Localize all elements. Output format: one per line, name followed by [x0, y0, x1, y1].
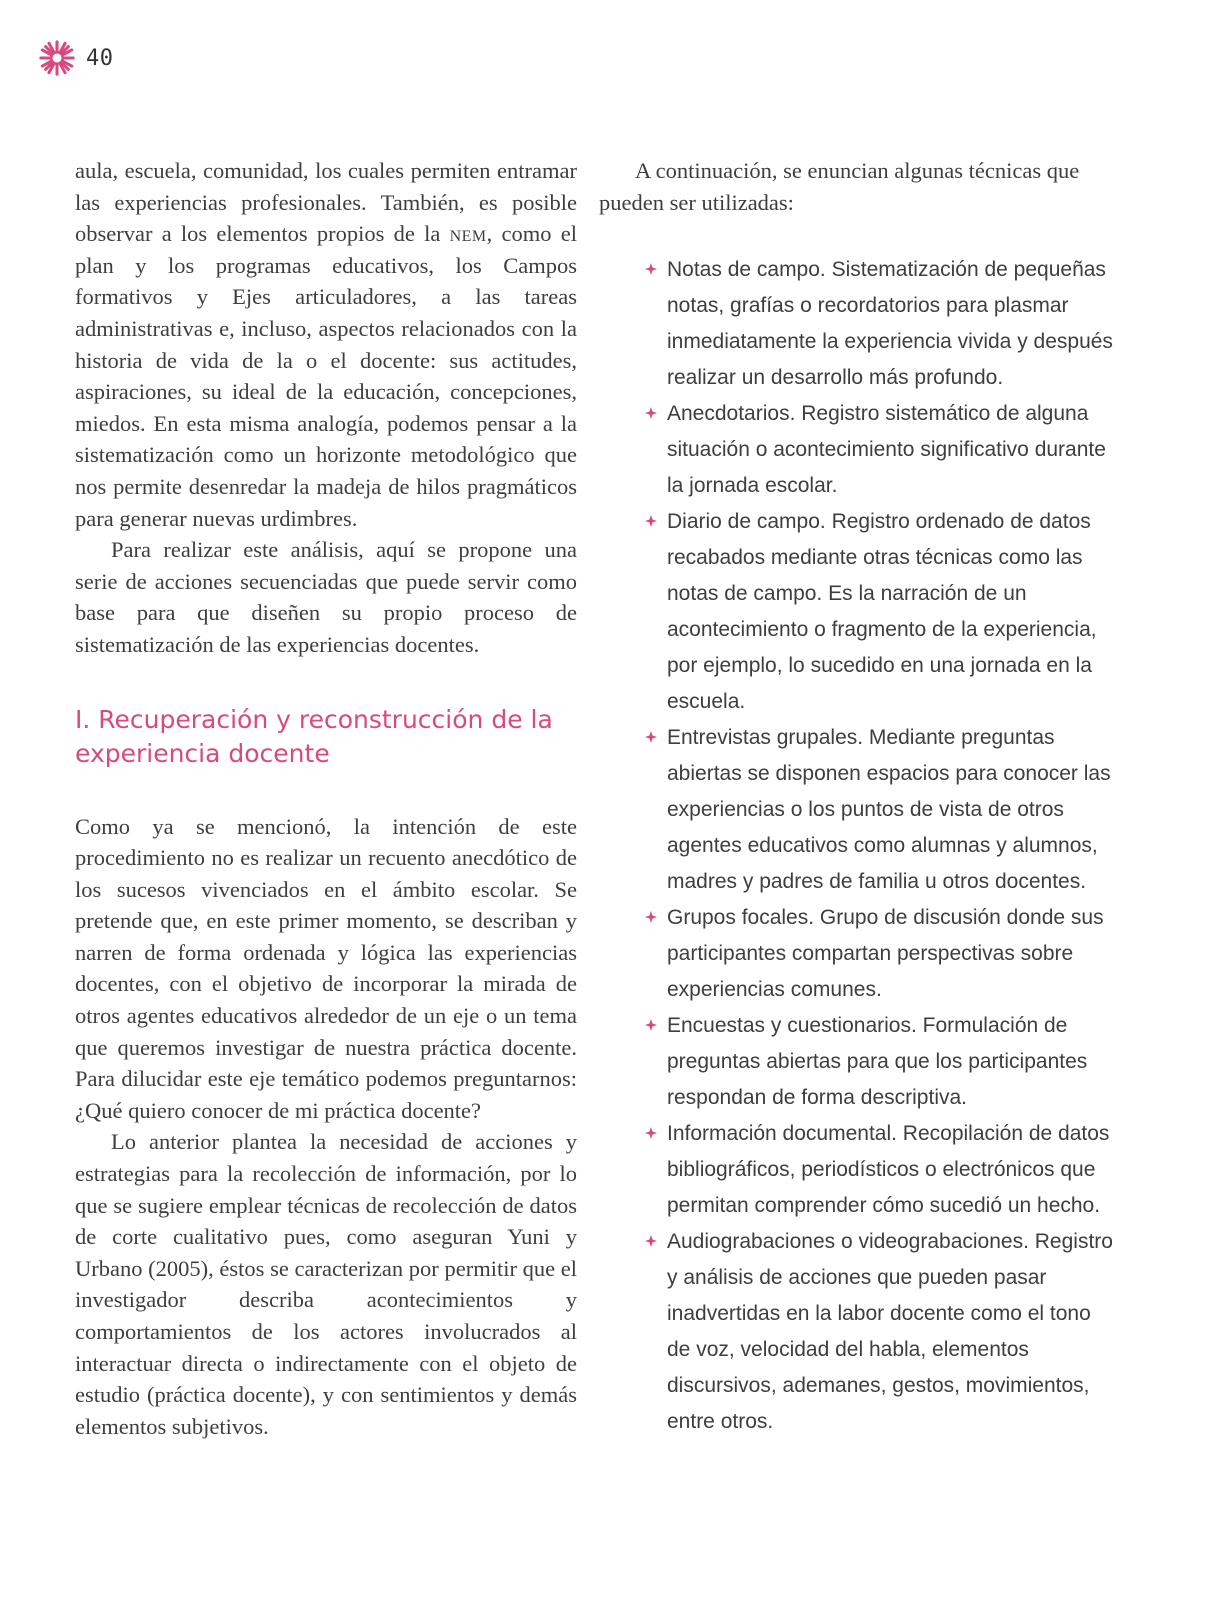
paragraph-text-post: , como el plan y los programas educativos, los Campos formativos y Ejes articuladores, a las tareas administrativas e, incluso, aspectos relacionados con la historia de vida de la o el docente: sus actitudes, aspiraciones, su ideal de la educación, concepciones, miedos. En esta misma analogía, podemos pensar a la sistematización como un horizonte metodológico que nos permite desenredar la madeja de hilos pragmáticos para generar nuevas urdimbres. [75, 221, 577, 531]
diamond-bullet-icon [645, 1127, 657, 1139]
diamond-bullet-icon [645, 1019, 657, 1031]
diamond-bullet-icon [645, 1235, 657, 1247]
list-item [667, 720, 1119, 900]
left-column [75, 155, 577, 1442]
list-item [667, 900, 1119, 1008]
diamond-bullet-icon [645, 731, 657, 743]
nem-abbreviation: nem [449, 221, 487, 247]
asterisk-sun-icon [38, 39, 76, 77]
paragraph-techniques-need: Lo anterior plantea la necesidad de acciones y estrategias para la recolección de información, por lo que se sugiere emplear técnicas de recolección de datos de corte cualitativo pues, como aseguran Yuni y Urbano (2005), éstos se caracterizan por permitir que el investigador describa acontecimientos y comportamientos de los actores involucrados al interactuar directa o indirectamente con el objeto de estudio (práctica docente), y con sentimientos y demás elementos subjetivos. [75, 1129, 577, 1439]
paragraph-text-pre: aula, escuela, comunidad, los cuales permiten entramar las experiencias profesionales. También, es posible observar a los elementos propios de la [75, 158, 577, 247]
technique-text: Diario de campo. Registro ordenado de datos recabados mediante otras técnicas como las notas de campo. Es la narración de un acontecimiento o fragmento de la experiencia, por ejemplo, lo sucedido en una jornada en la escuela. [667, 510, 1097, 714]
diamond-bullet-icon [645, 263, 657, 275]
list-item [667, 1224, 1119, 1440]
paragraph-intention: Como ya se mencionó, la intención de este procedimiento no es realizar un recuento anecdótico de los sucesos vivenciados en el ámbito escolar. Se pretende que, en este primer momento, se describan y narren de forma ordenada y lógica las experiencias docentes, con el objetivo de incorporar la mirada de otros agentes educativos alrededor de un eje o un tema que queremos investigar de nuestra práctica docente. Para dilucidar este eje temático podemos preguntarnos: ¿Qué quiero conocer de mi práctica docente? [75, 813, 577, 1123]
techniques-list [599, 252, 1119, 1440]
technique-text: Anecdotarios. Registro sistemático de alguna situación o acontecimiento significativo durante la jornada escolar. [667, 402, 1106, 498]
list-item [667, 396, 1119, 504]
list-item [667, 252, 1119, 396]
techniques-intro: A continuación, se enuncian algunas técnicas que pueden ser utilizadas: [599, 158, 1080, 215]
page-number: 40 [86, 45, 114, 71]
paragraph-analysis: Para realizar este análisis, aquí se propone una serie de acciones secuenciadas que puede servir como base para que diseñen su propio proceso de sistematización de las experiencias docentes. [75, 537, 577, 657]
page-header [38, 38, 114, 78]
list-item [667, 1116, 1119, 1224]
section-heading: I. Recuperación y reconstrucción de la experiencia docente [75, 704, 553, 768]
right-column [599, 155, 1119, 1440]
technique-text: Audiograbaciones o videograbaciones. Registro y análisis de acciones que pueden pasar inadvertidas en la labor docente como el tono de voz, velocidad del habla, elementos discursivos, ademanes, gestos, movimientos, entre otros. [667, 1230, 1113, 1434]
technique-text: Encuestas y cuestionarios. Formulación de preguntas abiertas para que los participantes respondan de forma descriptiva. [667, 1014, 1088, 1110]
technique-text: Información documental. Recopilación de datos bibliográficos, periodísticos o electrónicos que permitan comprender cómo sucedió un hecho. [667, 1122, 1110, 1218]
diamond-bullet-icon [645, 911, 657, 923]
diamond-bullet-icon [645, 407, 657, 419]
diamond-bullet-icon [645, 515, 657, 527]
list-item [667, 504, 1119, 720]
technique-text: Notas de campo. Sistematización de pequeñas notas, grafías o recordatorios para plasmar inmediatamente la experiencia vivida y después realizar un desarrollo más profundo. [667, 258, 1113, 390]
list-item [667, 1008, 1119, 1116]
technique-text: Grupos focales. Grupo de discusión donde sus participantes compartan perspectivas sobre experiencias comunes. [667, 906, 1104, 1002]
paragraph-continuation [75, 155, 577, 534]
technique-text: Entrevistas grupales. Mediante preguntas abiertas se disponen espacios para conocer las experiencias o los puntos de vista de otros agentes educativos como alumnas y alumnos, madres y padres de familia u otros docentes. [667, 726, 1111, 894]
